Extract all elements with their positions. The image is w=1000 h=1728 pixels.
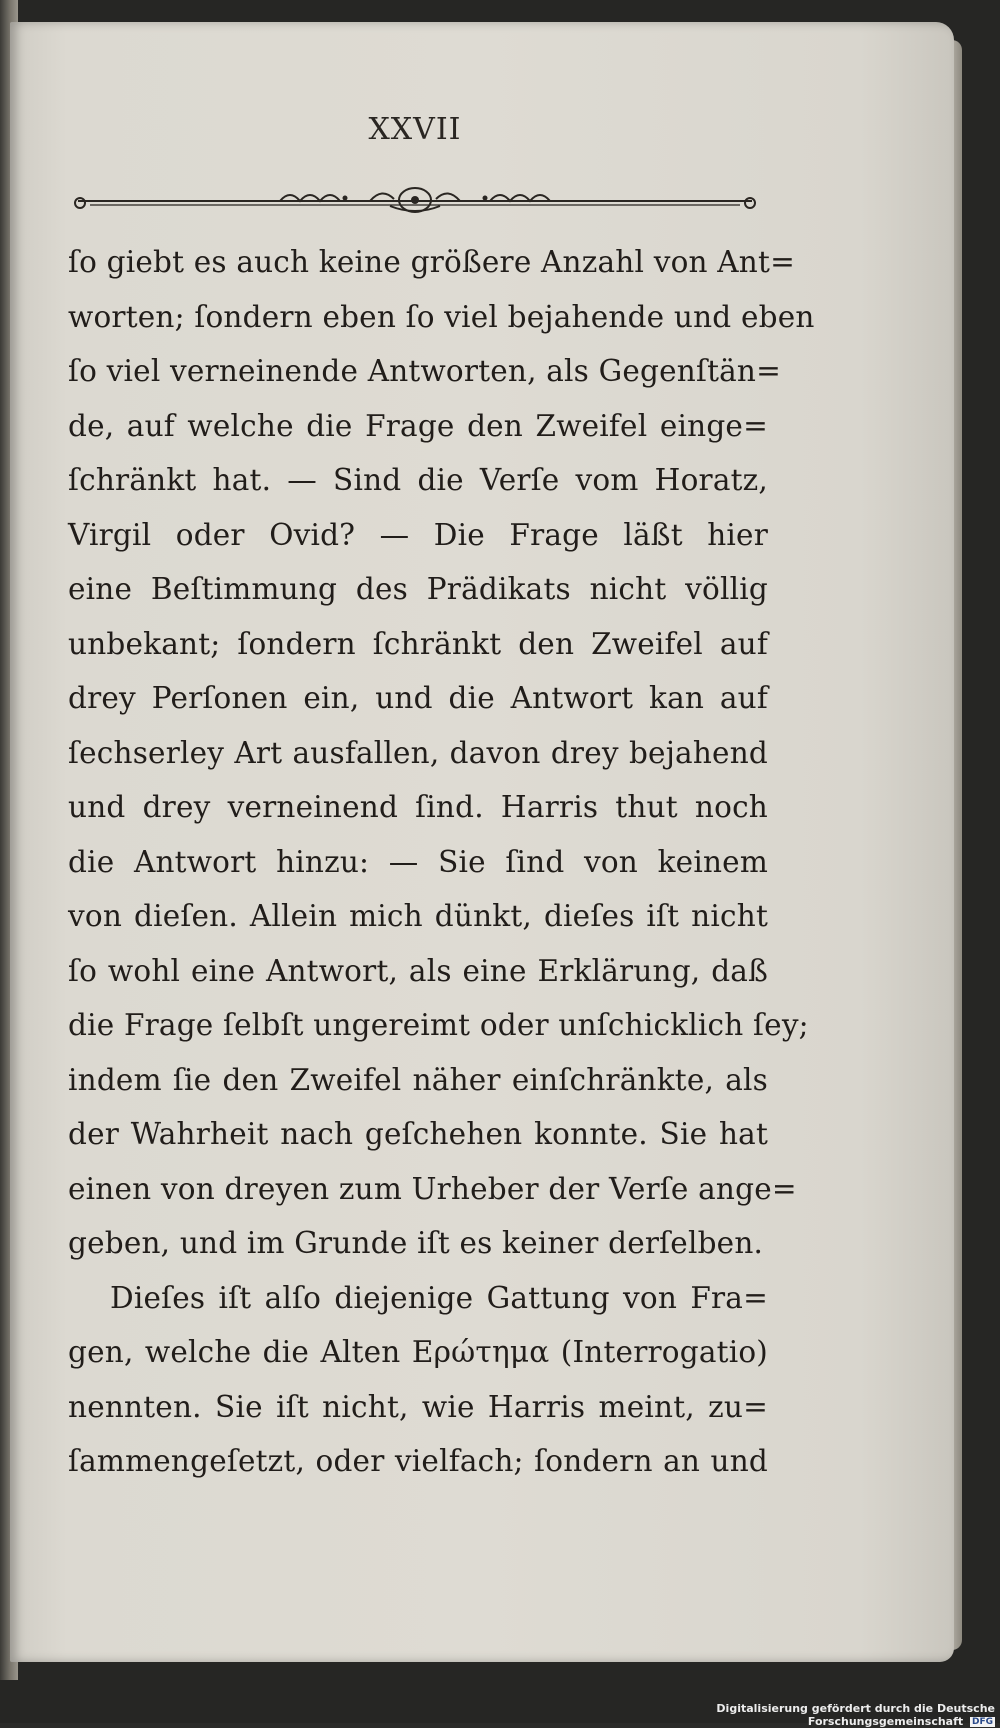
digitization-credit (590, 1702, 995, 1728)
dfg-logo-icon: DFG (971, 1717, 993, 1727)
credit-text: Digitalisierung gefördert durch die Deutsche Forschungsgemeinschaft (716, 1702, 995, 1728)
text-line: ſammengeſetzt, oder vielfach; ſondern an und (68, 1444, 768, 1478)
text-line: indem ſie den Zweifel näher einſchränkte, als (68, 1062, 768, 1097)
text-line: drey Perſonen ein, und die Antwort kan auf (68, 681, 768, 715)
text-line: ſo wohl eine Antwort, als eine Erklärung, daß (68, 953, 768, 988)
text-line: eine Beſtimmung des Prädikats nicht völlig (68, 572, 768, 606)
text-line: die Frage ſelbſt ungereimt oder unſchicklich ſey; (68, 1008, 809, 1042)
text-line: unbekant; ſondern ſchränkt den Zweifel auf (68, 626, 768, 661)
body-text (68, 235, 815, 1489)
text-line: die Antwort hinzu: — Sie ſind von keinem (68, 844, 768, 879)
text-line: von dieſen. Allein mich dünkt, dieſes iſt nicht (68, 899, 768, 933)
page-number: XXVII (368, 112, 462, 147)
text-line: nennten. Sie iſt nicht, wie Harris meint, zu= (68, 1389, 768, 1424)
text-line: und drey verneinend ſind. Harris thut noch (68, 790, 768, 824)
text-line: Virgil oder Ovid? — Die Frage läßt hier (68, 517, 768, 552)
text-line: gen, welche die Alten Ερώτημα (Interrogatio) (68, 1335, 768, 1369)
text-line: Dieſes iſt alſo diejenige Gattung von Fra= (110, 1280, 768, 1315)
ornament-rule (70, 182, 760, 218)
text-line: ſechserley Art ausfallen, davon drey bejahend (68, 735, 768, 770)
text-line: ſo viel verneinende Antworten, als Gegenſtän= (68, 354, 782, 388)
text-line: ſo giebt es auch keine größere Anzahl von Ant= (68, 245, 795, 279)
text-line: de, auf welche die Frage den Zweifel einge= (68, 408, 768, 443)
text-line: einen von dreyen zum Urheber der Verſe ange= (68, 1171, 797, 1206)
text-line: geben, und im Grunde iſt es keiner derſelben. (68, 1226, 764, 1260)
text-line: der Wahrheit nach geſchehen konnte. Sie hat (68, 1117, 768, 1151)
text-line: ſchränkt hat. — Sind die Verſe vom Horatz, (68, 463, 768, 497)
text-line: worten; ſondern eben ſo viel bejahende und eben (68, 299, 815, 334)
